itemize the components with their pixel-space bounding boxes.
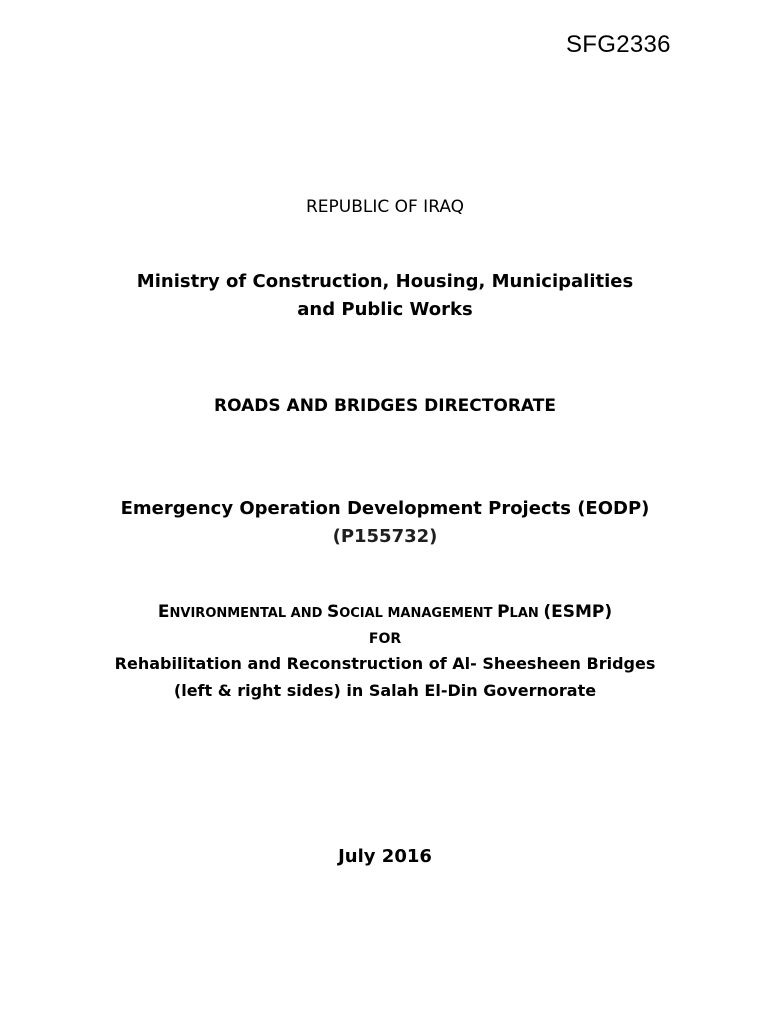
plan-title-part: P: [497, 602, 510, 622]
ministry-heading: [0, 268, 770, 324]
for-label: FOR: [368, 631, 402, 647]
country-heading: REPUBLIC OF IRAQ: [305, 197, 465, 217]
directorate-heading: ROADS AND BRIDGES DIRECTORATE: [214, 396, 556, 416]
plan-title-part: OCIAL MANAGEMENT: [339, 606, 498, 621]
document-id: SFG2336: [566, 31, 671, 58]
subject-line-1: Rehabilitation and Reconstruction of Al- Sheesheen Bridges: [114, 654, 656, 673]
project-id: (P155732): [332, 526, 438, 547]
plan-title-part: S: [326, 602, 340, 622]
plan-title-part: NVIRONMENTAL AND: [169, 606, 327, 621]
project-heading: [0, 495, 770, 551]
ministry-line-1: Ministry of Construction, Housing, Municipalities: [136, 271, 634, 292]
ministry-line-2: and Public Works: [297, 299, 473, 320]
plan-title-abbr: (ESMP): [543, 602, 613, 622]
subject-line-2: (left & right sides) in Salah El-Din Governorate: [173, 681, 597, 700]
plan-title: [0, 599, 770, 627]
document-date: July 2016: [338, 846, 432, 867]
plan-title-part: LAN: [509, 606, 544, 621]
subject-heading: [0, 650, 770, 704]
plan-title-part: E: [157, 602, 170, 622]
project-name: Emergency Operation Development Projects (EODP): [120, 498, 650, 519]
